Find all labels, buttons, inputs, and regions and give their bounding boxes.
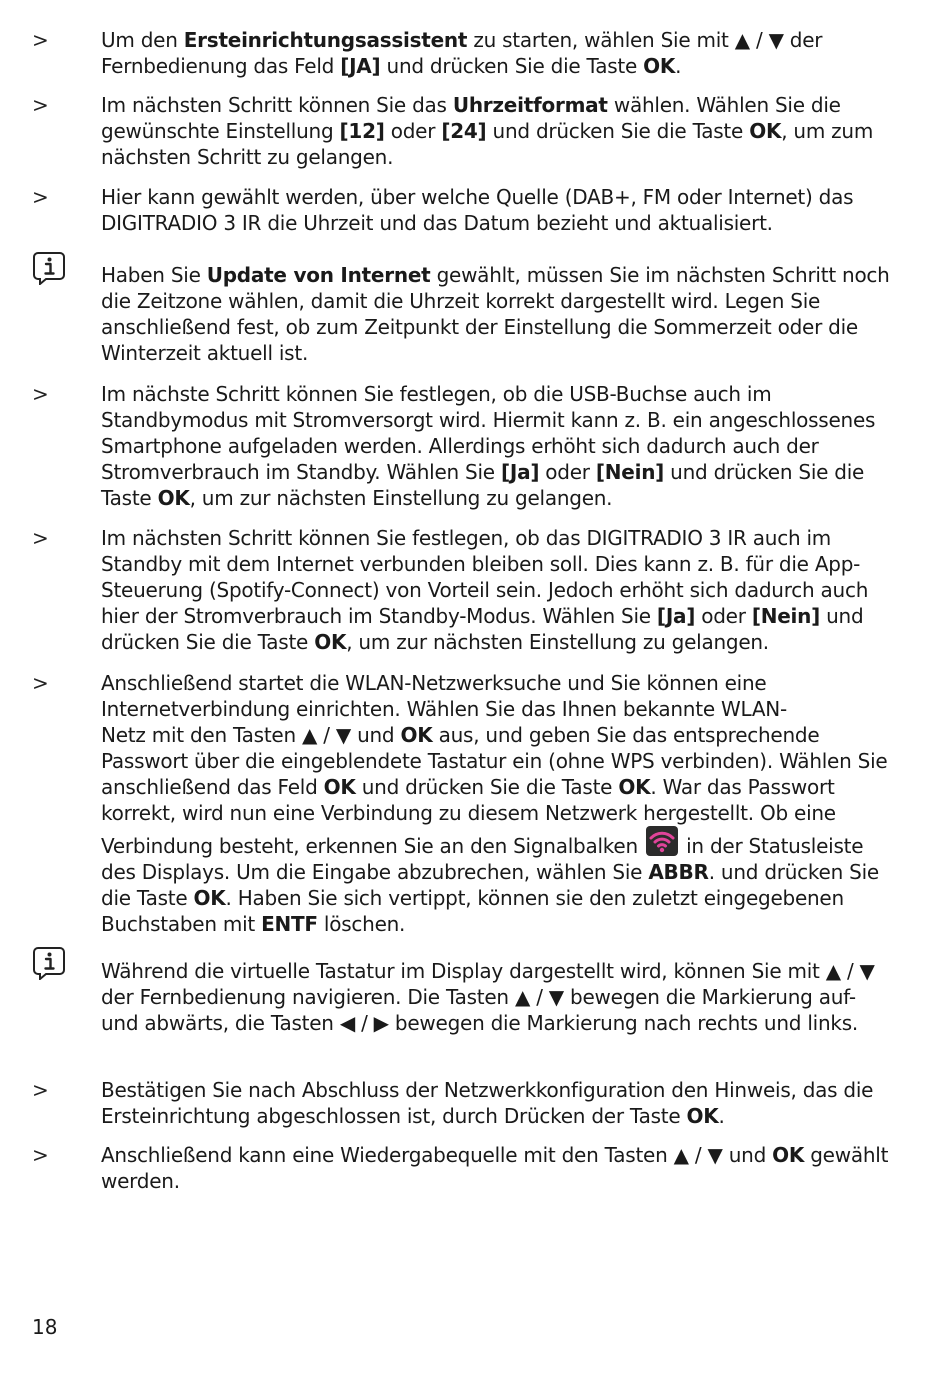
step-text: Bestätigen Sie nach Abschluss der Netzwerkkonfiguration den Hinweis, das die Ersteinrichtung abgeschlossen ist, durch Drücken der Taste OK. xyxy=(101,1078,874,1128)
step-text: Haben Sie Update von Internet gewählt, müssen Sie im nächsten Schritt noch die Zeitzone wählen, damit die Uhrzeit korrekt dargestellt wird. Legen Sie anschließend fest, ob zum Zeitpunkt der Einstellung die Sommerzeit oder die Winterzeit aktuell ist. xyxy=(101,263,890,365)
step-marker: > xyxy=(32,28,49,52)
step-marker: > xyxy=(32,1143,49,1167)
step-marker: > xyxy=(32,1078,49,1102)
wifi-signal-icon xyxy=(646,826,678,856)
info-icon xyxy=(32,946,66,980)
step-text: Im nächsten Schritt können Sie das Uhrzeitformat wählen. Wählen Sie die gewünschte Einstellung [12] oder [24] und drücken Sie die Taste OK, um zum nächsten Schritt zu gelangen. xyxy=(101,93,874,169)
step-marker: > xyxy=(32,93,49,117)
step-text: Im nächste Schritt können Sie festlegen, ob die USB-Buchse auch im Standbymodus mit Stromversorgt wird. Hiermit kann z. B. ein angeschlossenes Smartphone aufgeladen werden. Allerdings erhöht sich dadurch auch der Stromverbrauch im Standby. Wählen Sie [Ja] oder [Nein] und drücken Sie die Taste OK, um zur nächsten Einstellung zu gelangen. xyxy=(101,382,876,510)
step-text: Im nächsten Schritt können Sie festlegen, ob das DIGITRADIO 3 IR auch im Standby mit dem Internet verbunden bleiben soll. Dies kann z. B. für die App-Steuerung (Spotify-Connect) von Vorteil sein. Jedoch erhöht sich dadurch auch hier der Stromverbrauch im Standby-Modus. Wählen Sie [Ja] oder [Nein] und drücken Sie die Taste OK, um zur nächsten Einstellung zu gelangen. xyxy=(101,526,869,654)
step-marker: > xyxy=(32,185,49,209)
step-text: Um den Ersteinrichtungsassistent zu starten, wählen Sie mit ▲ / ▼ der Fernbedienung das Feld [JA] und drücken Sie die Taste OK. xyxy=(101,28,823,78)
step-marker: > xyxy=(32,526,49,550)
step-text: Während die virtuelle Tastatur im Display dargestellt wird, können Sie mit ▲ / ▼ der Fernbedienung navigieren. Die Tasten ▲ / ▼ bewegen die Markierung auf- und abwärts, die Tasten ◀ / ▶ bewegen die Markierung nach rechts und links. xyxy=(101,959,875,1035)
step-marker: > xyxy=(32,382,49,406)
step-text: Anschließend startet die WLAN-Netzwerksuche und Sie können eine Internetverbindung einrichten. Wählen Sie das Ihnen bekannte WLAN- Netz mit den Tasten ▲ / ▼ und OK aus, und geben Sie das entsprechende Passwort über die eingeblendete Tastatur ein (ohne WPS verbinden). Wählen Sie anschließend das Feld OK und drücken Sie die Taste OK. War das Passwort korrekt, wird nun eine Verbindung zu diesem Netzwerk hergestellt. Ob eine Verbindung besteht, erkennen Sie an den Signalbalken in der Statusleiste des Displays. Um die Eingabe abzubrechen, wählen Sie ABBR. und drücken Sie die Taste OK. Haben Sie sich vertippt, können sie den zuletzt eingegebenen Buchstaben mit ENTF löschen. xyxy=(101,671,888,936)
info-icon xyxy=(32,251,66,285)
step-text: Anschließend kann eine Wiedergabequelle mit den Tasten ▲ / ▼ und OK gewählt werden. xyxy=(101,1143,889,1193)
step-marker: > xyxy=(32,671,49,695)
step-text: Hier kann gewählt werden, über welche Quelle (DAB+, FM oder Internet) das DIGITRADIO 3 IR die Uhrzeit und das Datum bezieht und aktualisiert. xyxy=(101,185,854,235)
page-number: 18 xyxy=(32,1315,58,1339)
